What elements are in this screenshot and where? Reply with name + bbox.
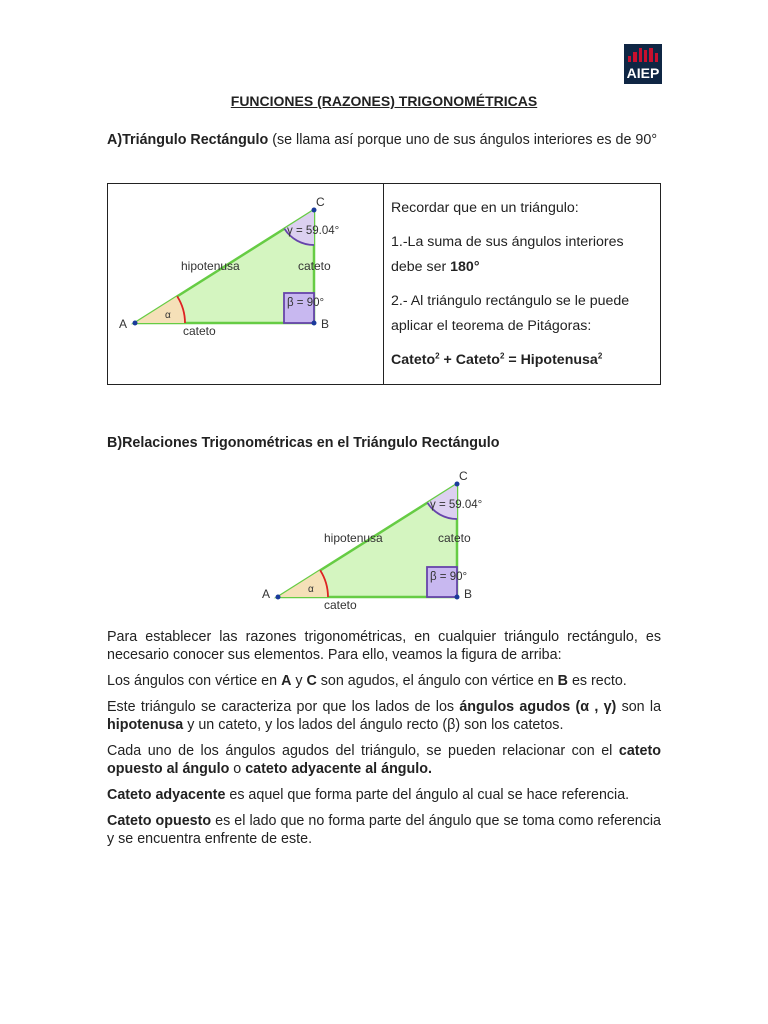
recordar-heading: Recordar que en un triángulo: (391, 200, 579, 216)
pythagoras-formula (391, 348, 655, 373)
paragraph-6: Cateto opuesto es el lado que no forma parte del ángulo que se toma como referencia y se encuentra enfrente de este. (107, 813, 661, 847)
label-cateto-vertical-2: cateto (438, 531, 471, 545)
formula-hipotenusa: Hipotenusa (520, 352, 598, 368)
body-text (107, 628, 661, 856)
formula-exp-2: 2 (499, 351, 505, 361)
label-beta-2: β = 90° (430, 571, 468, 583)
paragraph-3: Este triángulo se caracteriza por que los lados de los ángulos agudos (α , γ) son la hipotenusa y un cateto, y los lados del ángulo recto (β) son los catetos. (107, 699, 662, 733)
label-b: B (321, 317, 330, 331)
paragraph-2: Los ángulos con vértice en A y C son agudos, el ángulo con vértice en B es recto. (107, 673, 627, 689)
recordar-item-1 (391, 230, 655, 280)
alpha-sector (135, 296, 185, 323)
label-c: C (316, 195, 325, 209)
label-a: A (119, 317, 128, 331)
label-cateto-horizontal: cateto (183, 324, 216, 338)
table-divider (383, 184, 384, 384)
section-a-text: (se llama así porque uno de sus ángulos interiores es de 90° (268, 132, 658, 148)
formula-exp-1: 2 (435, 351, 440, 361)
section-a-intro (107, 127, 661, 154)
point-b-2 (455, 595, 460, 600)
formula-equals: = (504, 352, 521, 368)
point-a (133, 321, 138, 326)
page-title: FUNCIONES (RAZONES) TRIGONOMÉTRICAS (230, 93, 538, 109)
label-alpha: α (165, 310, 171, 321)
label-cateto-vertical: cateto (298, 259, 331, 273)
label-gamma: γ = 59.04° (287, 225, 340, 237)
formula-exp-3: 2 (597, 351, 603, 361)
label-hipotenusa-2: hipotenusa (324, 531, 383, 545)
triangle-figure-1 (113, 190, 363, 340)
paragraph-5: Cateto adyacente es aquel que forma parte del ángulo al cual se hace referencia. (107, 787, 630, 803)
point-b (312, 321, 317, 326)
logo-bars (628, 48, 658, 62)
section-b-heading: B)Relaciones Trigonométricas en el Triángulo Rectángulo (107, 435, 500, 451)
label-beta: β = 90° (287, 297, 325, 309)
recordar-item-1-bold: 180° (450, 259, 480, 275)
formula-plus: + (439, 352, 456, 368)
alpha-sector-2 (278, 570, 328, 597)
label-cateto-horizontal-2: cateto (324, 598, 357, 612)
point-a-2 (276, 595, 281, 600)
label-gamma-2: γ = 59.04° (430, 499, 483, 511)
paragraph-4: Cada uno de los ángulos agudos del triángulo, se pueden relacionar con el cateto opuesto al ángulo o cateto adyacente al ángulo. (107, 743, 661, 777)
label-alpha-2: α (308, 584, 314, 595)
logo-text: AIEP (626, 65, 660, 81)
recordar-item-1-text: 1.-La suma de sus ángulos interiores debe ser (391, 234, 624, 275)
aiep-logo (624, 44, 662, 84)
label-a-2: A (262, 587, 271, 601)
triangle-figure-2 (256, 464, 510, 614)
section-a-label: A)Triángulo Rectángulo (107, 132, 269, 148)
label-b-2: B (464, 587, 473, 601)
table-cell-recordar (391, 196, 655, 382)
formula-cateto-2: Cateto (455, 352, 500, 368)
paragraph-1: Para establecer las razones trigonométricas, en cualquier triángulo rectángulo, es necesario conocer sus elementos. Para ello, veamos la figura de arriba: (107, 629, 661, 663)
label-c-2: C (459, 469, 468, 483)
formula-cateto-1: Cateto (391, 352, 436, 368)
label-hipotenusa: hipotenusa (181, 259, 240, 273)
recordar-item-2: 2.- Al triángulo rectángulo se le puede aplicar el teorema de Pitágoras: (391, 293, 630, 334)
